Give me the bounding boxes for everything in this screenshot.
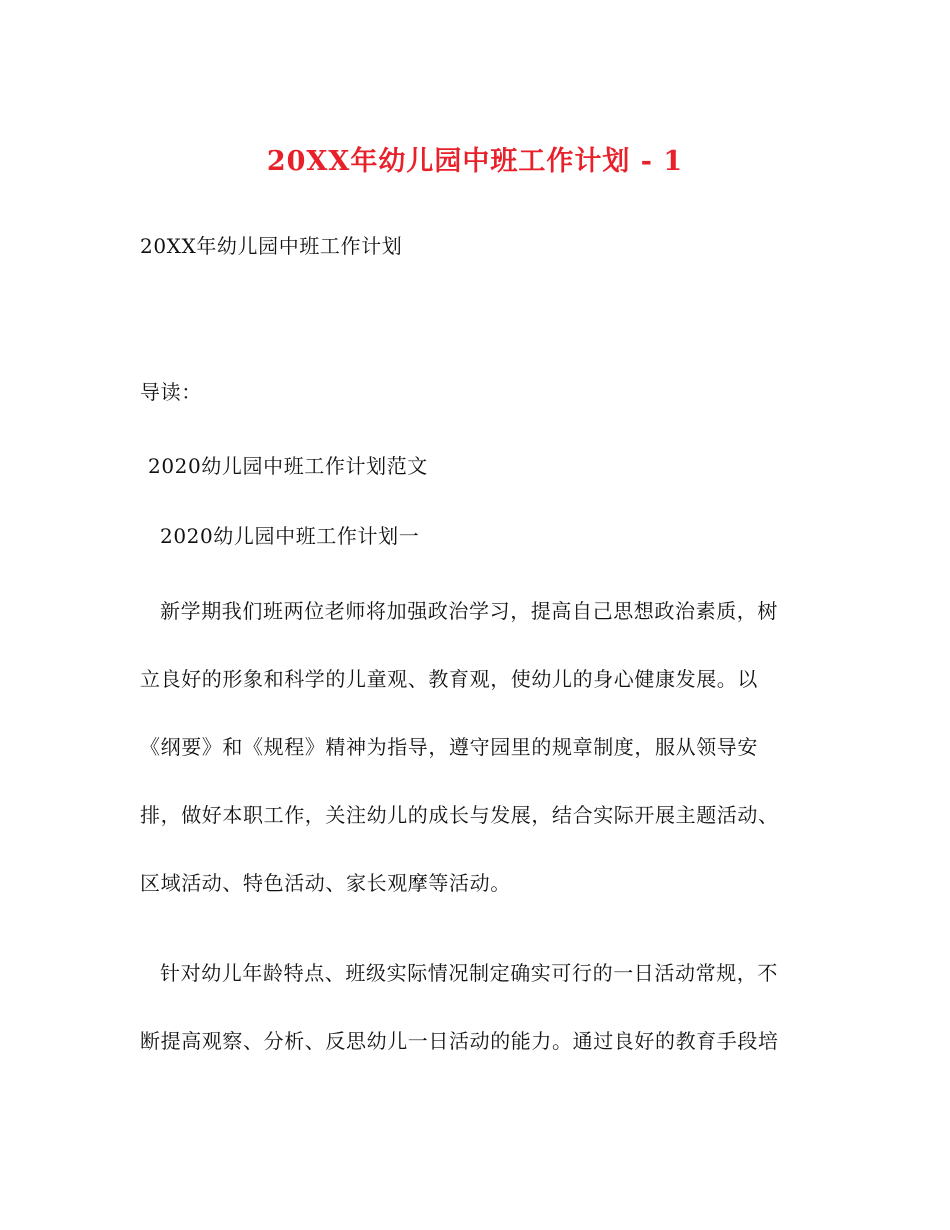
lead-label: 导读： [140,380,202,404]
paragraph1-line: 区域活动、特色活动、家长观摩等活动。 [140,871,511,895]
document-title: 20XX年幼儿园中班工作计划 - 1 [266,146,684,177]
paragraph1-line: 立良好的形象和科学的儿童观、教育观，使幼儿的身心健康发展。以 [140,667,758,691]
paragraph1-line: 《纲要》和《规程》精神为指导，遵守园里的规章制度，服从领导安 [140,735,758,759]
section-subheading: 2020幼儿园中班工作计划一 [160,524,420,548]
document-subtitle: 20XX年幼儿园中班工作计划 [140,234,403,258]
paragraph1-line: 排，做好本职工作，关注幼儿的成长与发展，结合实际开展主题活动、 [140,803,779,827]
paragraph2-line: 断提高观察、分析、反思幼儿一日活动的能力。通过良好的教育手段培 [140,1029,779,1053]
paragraph2-line: 针对幼儿年龄特点、班级实际情况制定确实可行的一日活动常规，不 [160,961,778,985]
paragraph1-line: 新学期我们班两位老师将加强政治学习，提高自己思想政治素质，树 [160,599,778,623]
section-heading: 2020幼儿园中班工作计划范文 [148,454,428,478]
